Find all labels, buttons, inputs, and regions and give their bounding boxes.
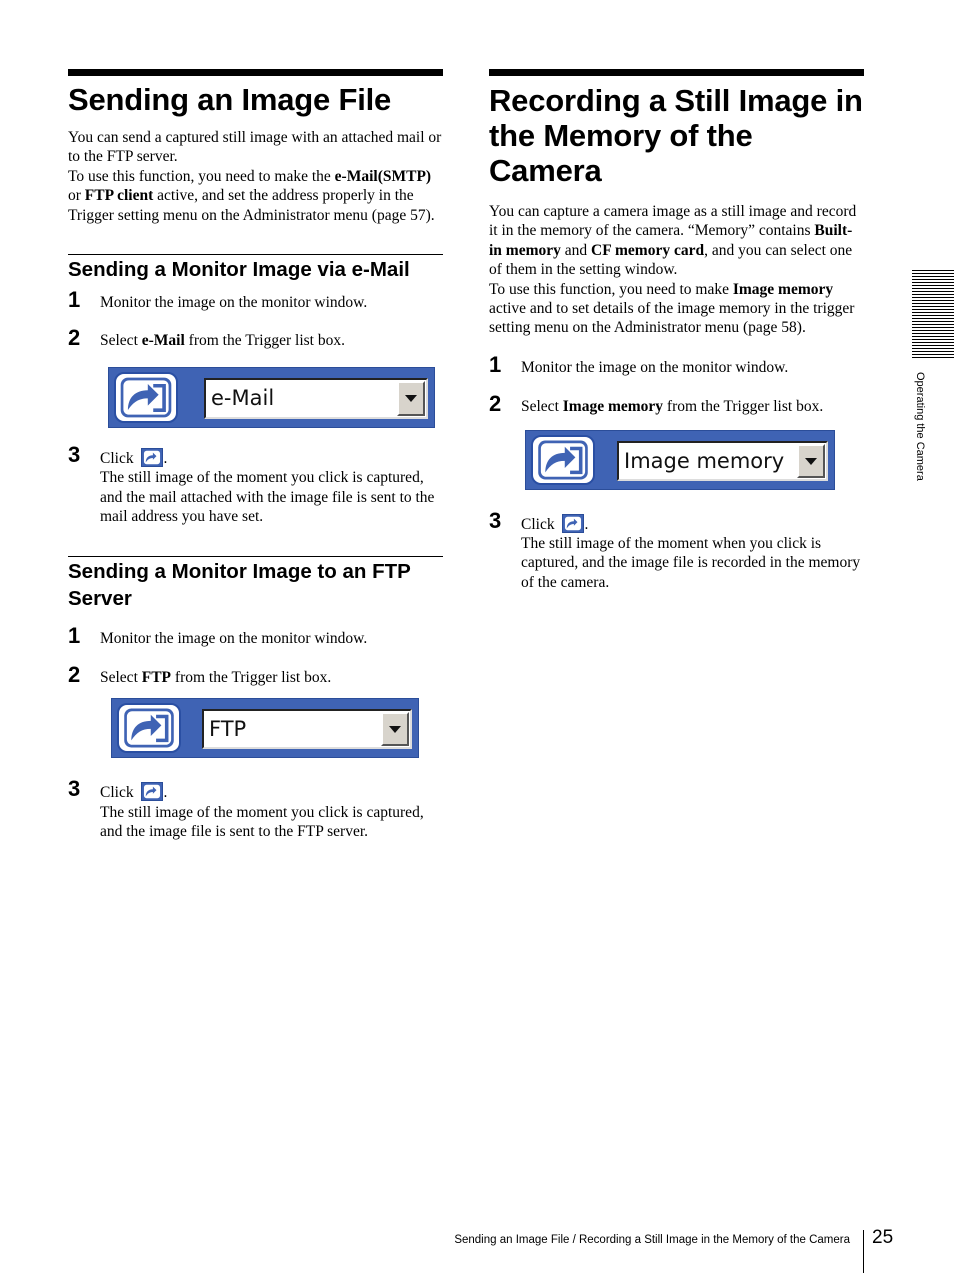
section-heading-ftp: Sending a Monitor Image to an FTP Server: [68, 560, 411, 611]
step-text: [100, 668, 443, 687]
step-text-pre: Select: [100, 668, 142, 686]
intro-bold-term: e-Mail(SMTP): [334, 167, 432, 185]
step-number: 1: [68, 623, 81, 649]
step-number: 3: [68, 441, 81, 467]
page-number: 25: [872, 1227, 894, 1248]
intro-text: You can send a captured still image with an attached mail or to the FTP server.: [68, 129, 442, 166]
trigger-select-value: FTP: [209, 717, 247, 742]
side-tab-label: Operating the Camera: [914, 372, 926, 481]
step-text-post: .: [163, 449, 168, 467]
trigger-arrow-icon[interactable]: [117, 703, 181, 753]
trigger-arrow-icon[interactable]: [141, 782, 163, 801]
trigger-panel-memory: [525, 430, 835, 490]
trigger-arrow-icon[interactable]: [114, 372, 178, 423]
step-text-post: from the Trigger list box.: [171, 668, 332, 686]
step-text: [521, 397, 864, 416]
dropdown-arrow-icon[interactable]: [797, 444, 825, 478]
step-number: 2: [68, 325, 81, 351]
step-number: 1: [68, 287, 81, 313]
step-text: Monitor the image on the monitor window.: [521, 358, 789, 376]
page-title-right: Recording a Still Image in the Memory of the Camera: [489, 83, 863, 188]
step-text-pre: Select: [100, 332, 142, 350]
right-column: [489, 69, 864, 592]
footer-running-title: Sending an Image File / Recording a Still Image in the Memory of the Camera: [454, 1234, 850, 1246]
email-step-1: [68, 287, 443, 313]
memory-step-2: [489, 391, 864, 417]
step-description: The still image of the moment you click is captured, and the mail attached with the image file is sent to the mail address you have set.: [100, 469, 435, 526]
step-text-bold: FTP: [141, 668, 172, 686]
email-step-3: [68, 441, 443, 527]
left-column: [68, 69, 443, 842]
trigger-panel-ftp: [111, 698, 419, 758]
intro-right-fragments: [489, 203, 856, 336]
dropdown-arrow-icon[interactable]: [397, 381, 425, 416]
footer-rule: [863, 1230, 864, 1273]
intro-left-fragments: [68, 129, 441, 224]
trigger-select-value: e-Mail: [211, 386, 275, 411]
trigger-select-value: Image memory: [624, 448, 785, 473]
intro-text: To use this function, you need to make the: [68, 167, 335, 185]
step-text: Monitor the image on the monitor window.: [100, 630, 368, 648]
step-description: The still image of the moment when you click is captured, and the image file is recorded in the memory of the camera.: [521, 535, 861, 591]
trigger-arrow-icon[interactable]: [531, 435, 595, 485]
trigger-select-ftp[interactable]: [202, 709, 412, 749]
step-text-pre: Click: [521, 515, 559, 533]
email-step-2: [68, 325, 443, 351]
step-text-pre: Click: [100, 784, 138, 802]
dropdown-arrow-icon[interactable]: [381, 712, 409, 746]
title-rule: [489, 69, 864, 76]
section-rule-email: [68, 254, 443, 255]
step-text-bold: e-Mail: [141, 332, 185, 350]
intro-bold-term: CF memory card: [591, 241, 705, 259]
ftp-step-1: [68, 623, 443, 649]
step-text-post: from the Trigger list box.: [663, 398, 824, 416]
intro-right: [489, 202, 864, 338]
intro-text: active and to set details of the image memory in the trigger setting menu on the Administrator menu (page 58).: [489, 300, 855, 337]
memory-step-3: [489, 507, 864, 593]
intro-text: To use this function, you need to make: [489, 280, 733, 298]
step-text-post: .: [163, 784, 168, 802]
step-number: 3: [489, 507, 502, 533]
memory-step-1: [489, 351, 864, 377]
step-text-post: .: [584, 515, 589, 533]
intro-bold-term: Image memory: [732, 280, 834, 298]
intro-left: [68, 128, 443, 225]
trigger-arrow-icon[interactable]: [141, 448, 163, 467]
step-text: [521, 514, 864, 593]
step-text-post: from the Trigger list box.: [184, 332, 345, 350]
section-thumb-tab: [912, 270, 954, 360]
ftp-step-3: [68, 776, 443, 841]
ftp-step-2: [68, 661, 443, 687]
step-number: 3: [68, 776, 81, 802]
trigger-panel-email: [108, 367, 435, 428]
step-text: Monitor the image on the monitor window.: [100, 294, 368, 312]
step-number: 2: [489, 391, 502, 417]
step-number: 1: [489, 351, 502, 377]
trigger-arrow-icon[interactable]: [562, 514, 584, 533]
step-text: [100, 448, 443, 527]
intro-text: , and you can select one of them in the setting window.: [489, 241, 853, 279]
intro-text: and: [560, 241, 592, 259]
step-text-pre: Click: [100, 449, 138, 467]
step-text: [100, 331, 443, 350]
intro-bold-term: Built-in memory: [489, 222, 853, 259]
step-text-pre: Select: [521, 398, 563, 416]
intro-text: You can capture a camera image as a still image and record it in the memory of the camera. “Memory” contains: [489, 203, 857, 240]
intro-bold-term: FTP client: [84, 187, 154, 205]
step-description: The still image of the moment you click is captured, and the image file is sent to the FTP server.: [100, 803, 424, 841]
section-heading-email: Sending a Monitor Image via e-Mail: [68, 258, 410, 282]
trigger-select-email[interactable]: [204, 378, 428, 419]
page-title-left: Sending an Image File: [68, 82, 392, 117]
trigger-select-memory[interactable]: [617, 441, 828, 481]
step-text-bold: Image memory: [562, 398, 664, 416]
step-number: 2: [68, 661, 81, 687]
section-rule-ftp: [68, 556, 443, 557]
intro-text: or: [68, 187, 85, 205]
intro-text: active, and set the address properly in the Trigger setting menu on the Administrator menu (page 57).: [68, 187, 435, 224]
title-rule: [68, 69, 443, 76]
step-text: [100, 782, 443, 841]
